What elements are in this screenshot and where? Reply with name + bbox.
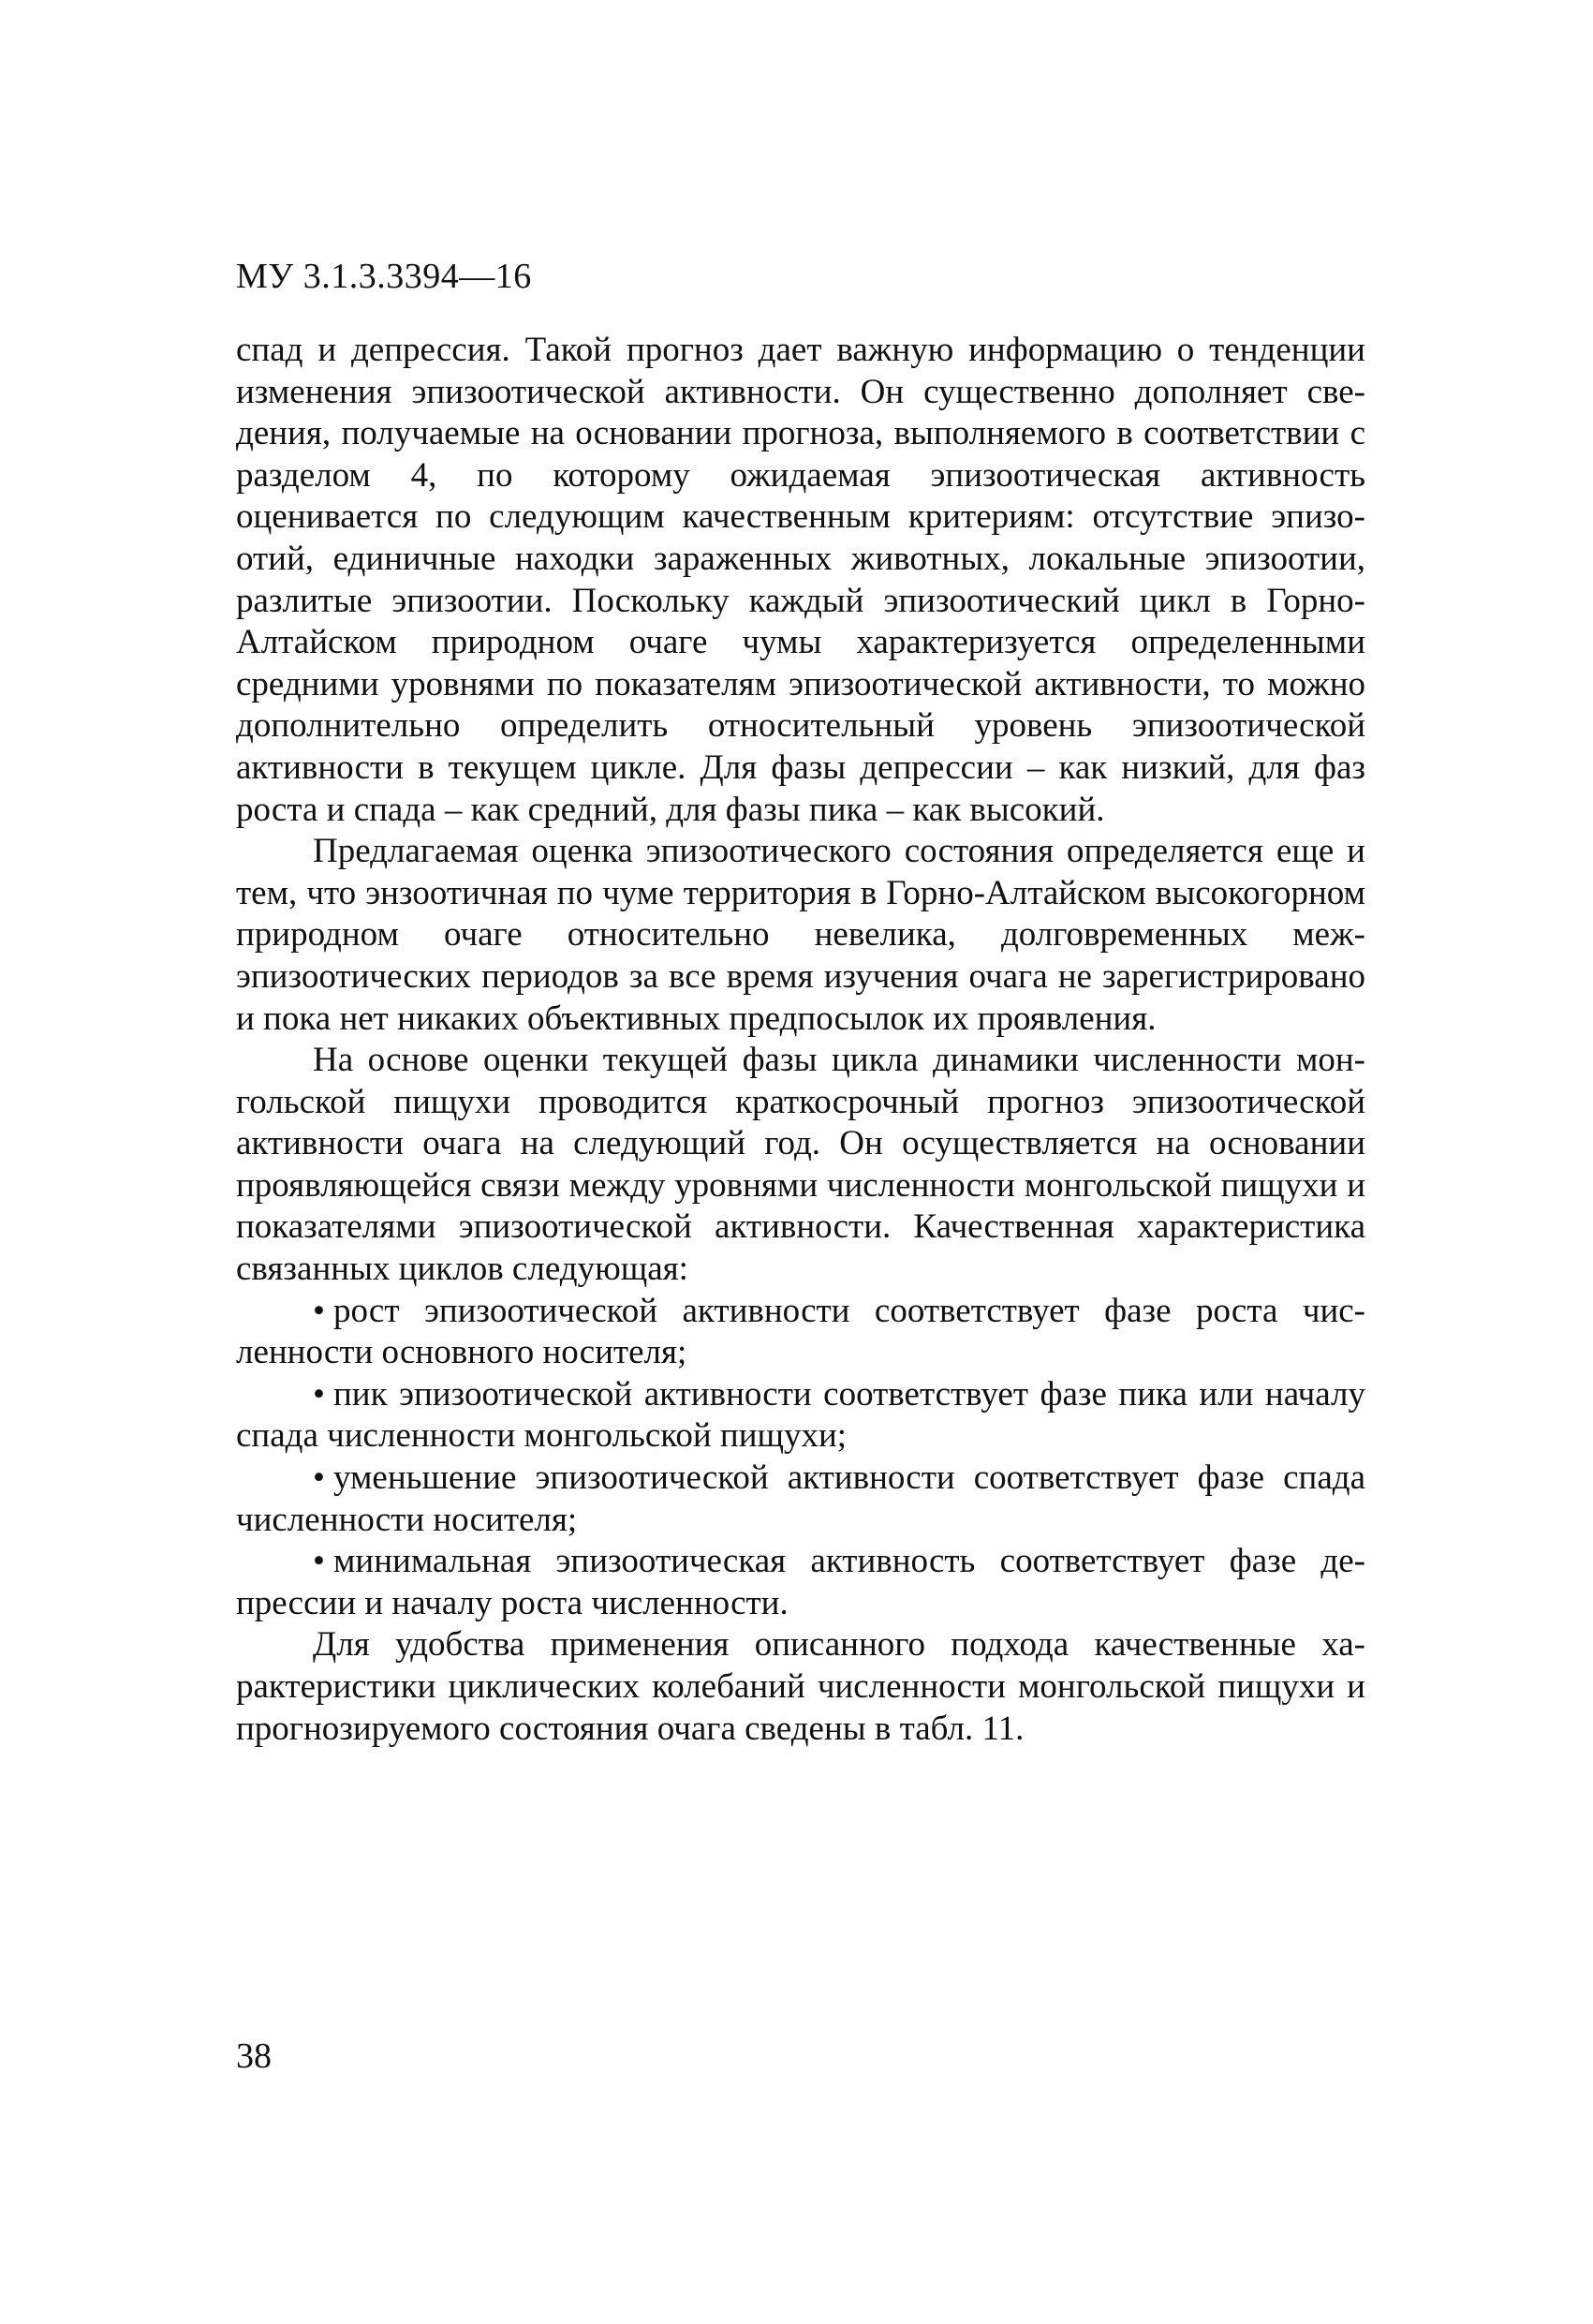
bullet-icon: •	[313, 1458, 325, 1498]
list-item	[236, 1374, 1365, 1458]
paragraph-assessment: Предлагаемая оценка эпизоотического состояния определяется еще и тем, что энзоотичная по чуме территория в Горно-Алтайском высокогорном природном очаге относительно невелика, долговременных межэпизоотических периодов за все время изучения очага не зарегистрировано и пока нет никаких объективных предпосылок их проявления.	[236, 832, 1365, 1038]
list-item	[236, 1291, 1365, 1374]
paragraph-forecast: На основе оценки текущей фазы цикла динамики численности монгольской пищухи проводится краткосрочный прогноз эпизоотической активности очага на следующий год. Он осуществляется на основании проявляющейся связи между уровнями численности монгольской пищухи и показателями эпизоотической активности. Качественная характеристика связанных циклов следующая:	[236, 1041, 1365, 1289]
list-item-text: рост эпизоотической активности соответствует фазе роста численности основного носителя;	[236, 1291, 1365, 1372]
bullet-icon: •	[313, 1291, 325, 1330]
paragraph-closing: Для удобства применения описанного подхода качественные характеристики циклических колебаний численности монгольской пищухи и прогнозируемого состояния очага сведены в табл. 11.	[236, 1625, 1365, 1748]
list-item-text: пик эпизоотической активности соответствует фазе пика или началу спада численности монгольской пищухи;	[236, 1374, 1365, 1456]
list-item	[236, 1458, 1365, 1541]
list-item-text: минимальная эпизоотическая активность соответствует фазе депрессии и началу роста численности.	[236, 1542, 1365, 1622]
page-number: 38	[236, 2036, 272, 2076]
paragraph-continuation: спад и депрессия. Такой прогноз дает важную информацию о тенденции изменения эпизоотической активности. Он существенно дополняет сведения, получаемые на основании прогноза, выполняемого в соответствии с разделом 4, по которому ожидаемая эпизоотическая активность оценивается по следующим качественным критериям: отсутствие эпизоотий, единичные находки зараженных животных, локальные эпизоотии, разлитые эпизоотии. Поскольку каждый эпизоотический цикл в Горно-Алтайском природном очаге чумы характеризуется определенными средними уровнями по показателям эпизоотической активности, то можно дополнительно определить относительный уровень эпизоотической активности в текущем цикле. Для фазы депрессии – как низкий, для фаз роста и спада – как средний, для фазы пика – как высокий.	[236, 331, 1365, 829]
list-item	[236, 1541, 1365, 1624]
list-item-text: уменьшение эпизоотической активности соответствует фазе спада численности носителя;	[236, 1458, 1365, 1539]
bullet-icon: •	[313, 1542, 325, 1581]
document-body	[236, 330, 1365, 1750]
bullet-icon: •	[313, 1374, 325, 1414]
document-code-header: МУ 3.1.3.3394—16	[236, 257, 532, 296]
